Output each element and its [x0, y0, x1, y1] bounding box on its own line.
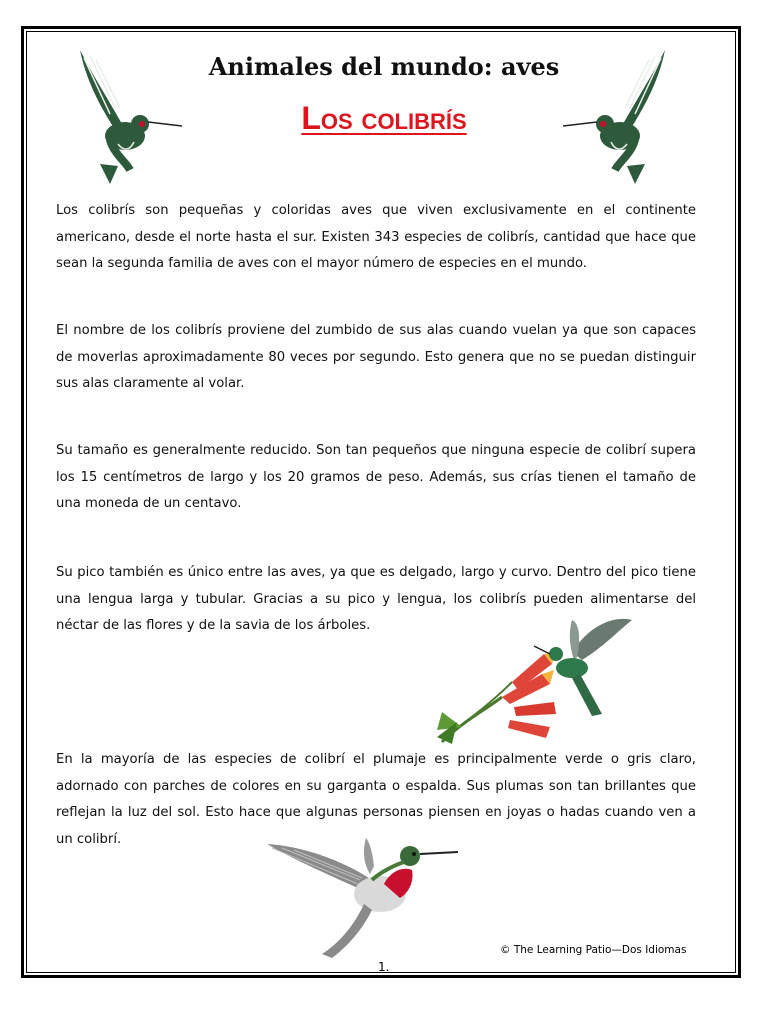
copyright-credit: © The Learning Patio—Dos Idiomas [500, 944, 687, 956]
paragraph-intro: Los colibrís son pequeñas y coloridas aves que viven exclusivamente en el continente americano, desde el norte hasta el sur. Existen 343 especies de colibrís, cantidad que hace que sean la segunda familia de aves con el mayor número de especies en el mundo. [56, 203, 696, 271]
hummingbird-flight-image [262, 836, 462, 961]
paragraph-beak: Su pico también es único entre las aves, ya que es delgado, largo y curvo. Dentro del pico tiene una lengua larga y tubular. Gracias a su pico y lengua, los colibrís pueden alimentarse del néctar de las flores y de la savia de los árboles. [56, 565, 696, 633]
page-number: 1. [378, 960, 390, 974]
page-subtitle: Los colibrís [301, 100, 467, 136]
paragraph-name-origin: El nombre de los colibrís proviene del zumbido de sus alas cuando vuelan ya que son capaces de moverlas aproximadamente 80 veces por segundo. Esto genera que no se puedan distinguir sus alas claramente al volar. [56, 323, 696, 391]
paragraph-size: Su tamaño es generalmente reducido. Son tan pequeños que ninguna especie de colibrí supera los 15 centímetros de largo y los 20 gramos de peso. Además, sus crías tienen el tamaño de una moneda de un centavo. [56, 443, 696, 511]
page-title: Animales del mundo: aves [208, 52, 560, 81]
hummingbird-flowers-image [432, 612, 637, 747]
paragraph-plumage: En la mayoría de las especies de colibrí el plumaje es principalmente verde o gris claro, adornado con parches de colores en su garganta o espalda. Sus plumas son tan brillantes que reflejan la luz del sol. Esto hace que algunas personas piensen en joyas o hadas cuando ven a un colibrí. [56, 752, 696, 847]
